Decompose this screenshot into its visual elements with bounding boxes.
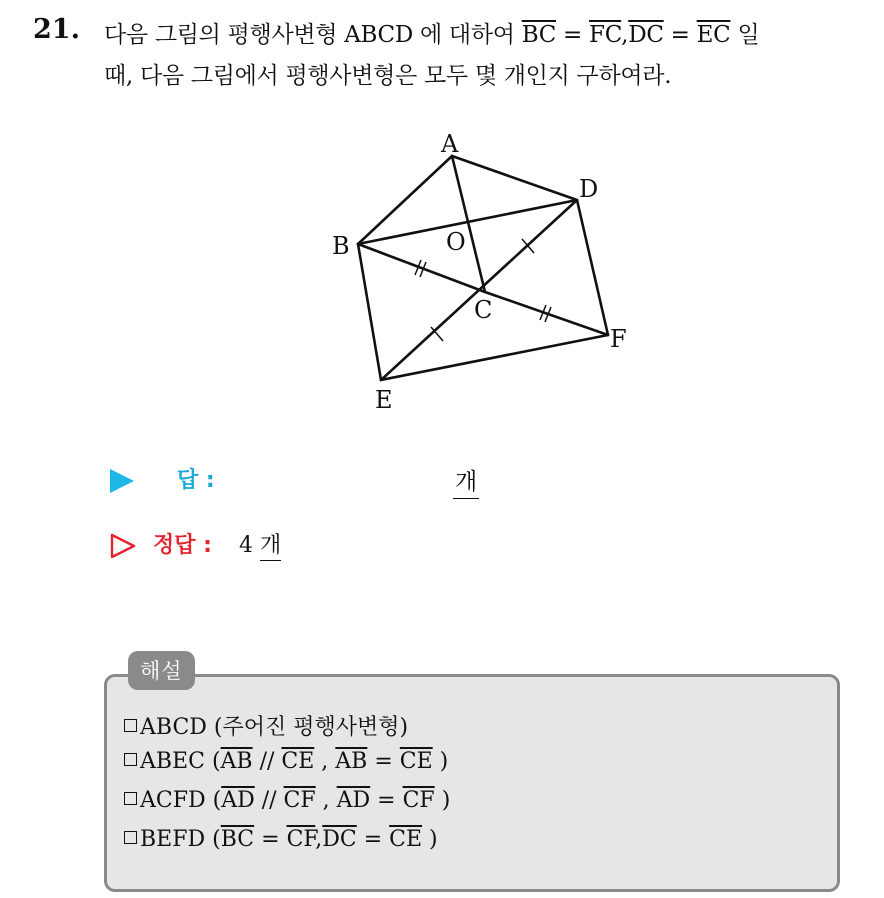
answer-unit: 개 [455, 469, 478, 495]
edge-be [358, 244, 381, 380]
square-icon [124, 753, 137, 766]
label-b: B [332, 232, 350, 260]
play-triangle-icon [110, 469, 134, 493]
correct-value: 4 개 [239, 533, 281, 558]
equals-sign: = [556, 22, 590, 48]
label-c: C [474, 296, 493, 324]
segment-fc: $\overline{FC}$ [589, 22, 622, 48]
edge-ad [452, 156, 577, 200]
explanation-tag: 해설 [128, 651, 195, 690]
correct-answer-row [110, 528, 281, 559]
edge-df [577, 200, 608, 335]
answer-label: 답 : [177, 468, 215, 493]
correct-unit: 개 [260, 533, 281, 561]
outline-triangle-icon [110, 533, 136, 559]
explanation-line-3: ACFD ($\overline{AD} // \overline{CF}$ , $\overline{AD} = \overline{CF}$ ) [124, 788, 450, 813]
label-e: E [375, 386, 393, 414]
comma: , [621, 22, 629, 48]
geometry-figure [320, 120, 650, 420]
label-f: F [610, 325, 627, 353]
edge-bf [485, 292, 608, 335]
edge-bc [358, 244, 485, 292]
question-text: 다음 그림의 평행사변형 ABCD 에 대하여 [104, 22, 515, 48]
question-line-1 [104, 16, 759, 49]
question-number: 21. [33, 14, 80, 45]
segment-bc: $\overline{BC}$ [521, 22, 557, 48]
explanation-box [104, 674, 840, 892]
answer-blank[interactable] [453, 463, 479, 499]
label-a: A [441, 130, 459, 158]
square-icon [124, 831, 137, 844]
question-line-2: 때, 다음 그림에서 평행사변형은 모두 몇 개인지 구하여라. [104, 63, 672, 89]
label-d: D [579, 175, 599, 203]
explanation-line-2: ABEC ($\overline{AB} // \overline{CE}$ , $\overline{AB} = \overline{CE}$ ) [124, 749, 448, 774]
label-o: O [446, 228, 466, 256]
correct-label: 정답 : [153, 533, 212, 558]
explanation-line-1: ABCD (주어진 평행사변형) [124, 710, 408, 741]
segment-ec: $\overline{EC}$ [696, 22, 731, 48]
square-icon [124, 719, 137, 732]
segment-dc: $\overline{DC}$ [628, 22, 664, 48]
answer-row [110, 463, 215, 494]
explanation-line-4: BEFD ($\overline{BC} = \overline{CF},\overline{DC} = \overline{CE}$ ) [124, 827, 438, 852]
edge-dce [381, 200, 577, 380]
equals-sign: = [663, 22, 697, 48]
edge-ab [358, 156, 452, 244]
question-text-suffix: 일 [730, 22, 760, 48]
edge-ef [381, 335, 608, 380]
square-icon [124, 792, 137, 805]
